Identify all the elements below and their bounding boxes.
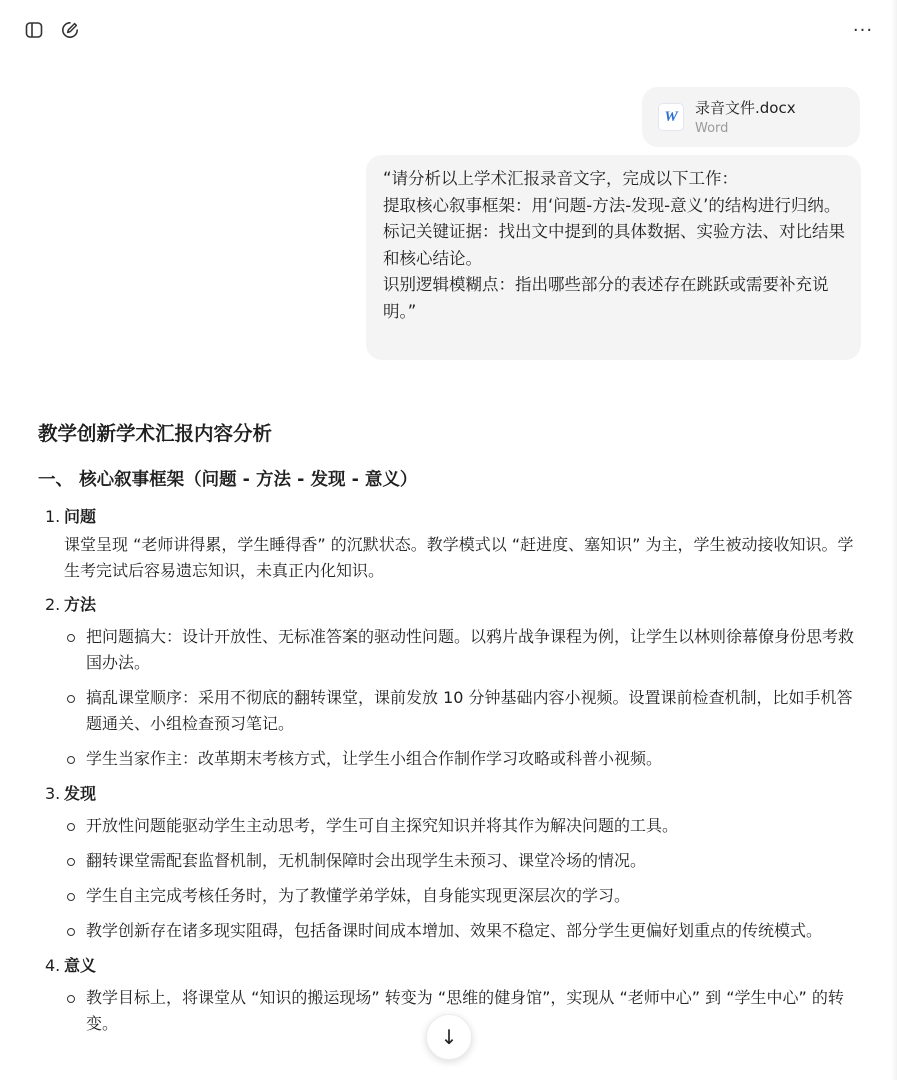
word-document-icon: W: [658, 103, 684, 131]
bullet-item: 开放性问题能驱动学生主动思考，学生可自主探究知识并将其作为解决问题的工具。: [64, 813, 868, 839]
list-number: 2.: [45, 595, 61, 614]
bullet-item: 学生当家作主：改革期末考核方式，让学生小组合作制作学习攻略或科普小视频。: [64, 746, 868, 772]
bullet-item: 翻转课堂需配套监督机制，无机制保障时会出现学生未预习、课堂冷场的情况。: [64, 848, 868, 874]
framework-list: [38, 504, 868, 1037]
bullet-item: 搞乱课堂顺序：采用不彻底的翻转课堂，课前发放 10 分钟基础内容小视频。设置课前检查机制，比如手机答题通关、小组检查预习笔记。: [64, 685, 868, 737]
bullet-item: 把问题搞大：设计开放性、无标准答案的驱动性问题。以鸦片战争课程为例，让学生以林则徐幕僚身份思考救国办法。: [64, 624, 868, 676]
new-chat-icon[interactable]: [58, 18, 82, 42]
attachment-file-name: 录音文件.docx: [695, 99, 796, 117]
bullet-item: 学生自主完成考核任务时，为了教懂学弟学妹，自身能实现更深层次的学习。: [64, 883, 868, 909]
user-message-line: 识别逻辑模糊点：指出哪些部分的表述存在跳跃或需要补充说明。”: [383, 275, 829, 321]
list-item-title: 意义: [64, 956, 97, 975]
user-message-bubble: [366, 155, 861, 360]
list-item-title: 问题: [64, 507, 97, 526]
list-item-method: [38, 592, 868, 772]
attachment-card[interactable]: [642, 87, 860, 147]
scroll-down-button[interactable]: [426, 1014, 472, 1060]
assistant-response: [38, 412, 868, 1046]
list-item-findings: [38, 781, 868, 944]
more-options-icon[interactable]: ···: [852, 19, 874, 41]
list-item-title: 发现: [64, 784, 97, 803]
user-message-line: “请分析以上学术汇报录音文字，完成以下工作：: [383, 169, 739, 188]
attachment-file-type: Word: [695, 121, 729, 136]
list-number: 4.: [45, 956, 61, 975]
bullet-list: [64, 813, 868, 944]
sidebar-toggle-icon[interactable]: [22, 18, 46, 42]
bullet-list: [64, 624, 868, 772]
user-message-line: 提取核心叙事框架：用‘问题-方法-发现-意义’的结构进行归纳。: [383, 195, 841, 215]
arrow-down-icon: ↓: [440, 1025, 458, 1049]
window-edge: [891, 0, 897, 1080]
list-item-problem: [38, 504, 868, 584]
bullet-item: 教学创新存在诸多现实阻碍，包括备课时间成本增加、效果不稳定、部分学生更偏好划重点的传统模式。: [64, 918, 868, 944]
list-item-title: 方法: [64, 595, 97, 614]
user-message-line: 标记关键证据：找出文中提到的具体数据、实验方法、对比结果和核心结论。: [383, 222, 845, 268]
list-item-text: 课堂呈现 “老师讲得累，学生睡得香” 的沉默状态。教学模式以 “赶进度、塞知识” 为主，学生被动接收知识。学生考完试后容易遗忘知识，未真正内化知识。: [64, 535, 854, 580]
response-title: 教学创新学术汇报内容分析: [38, 422, 273, 445]
list-number: 1.: [45, 507, 61, 526]
section-heading: 一、 核心叙事框架（问题 - 方法 - 发现 - 意义）: [38, 470, 418, 490]
list-number: 3.: [45, 784, 61, 803]
bullet-item: 教学目标上，将课堂从 “知识的搬运现场” 转变为 “思维的健身馆”，实现从 “老师中心” 到 “学生中心” 的转变。: [64, 985, 868, 1037]
